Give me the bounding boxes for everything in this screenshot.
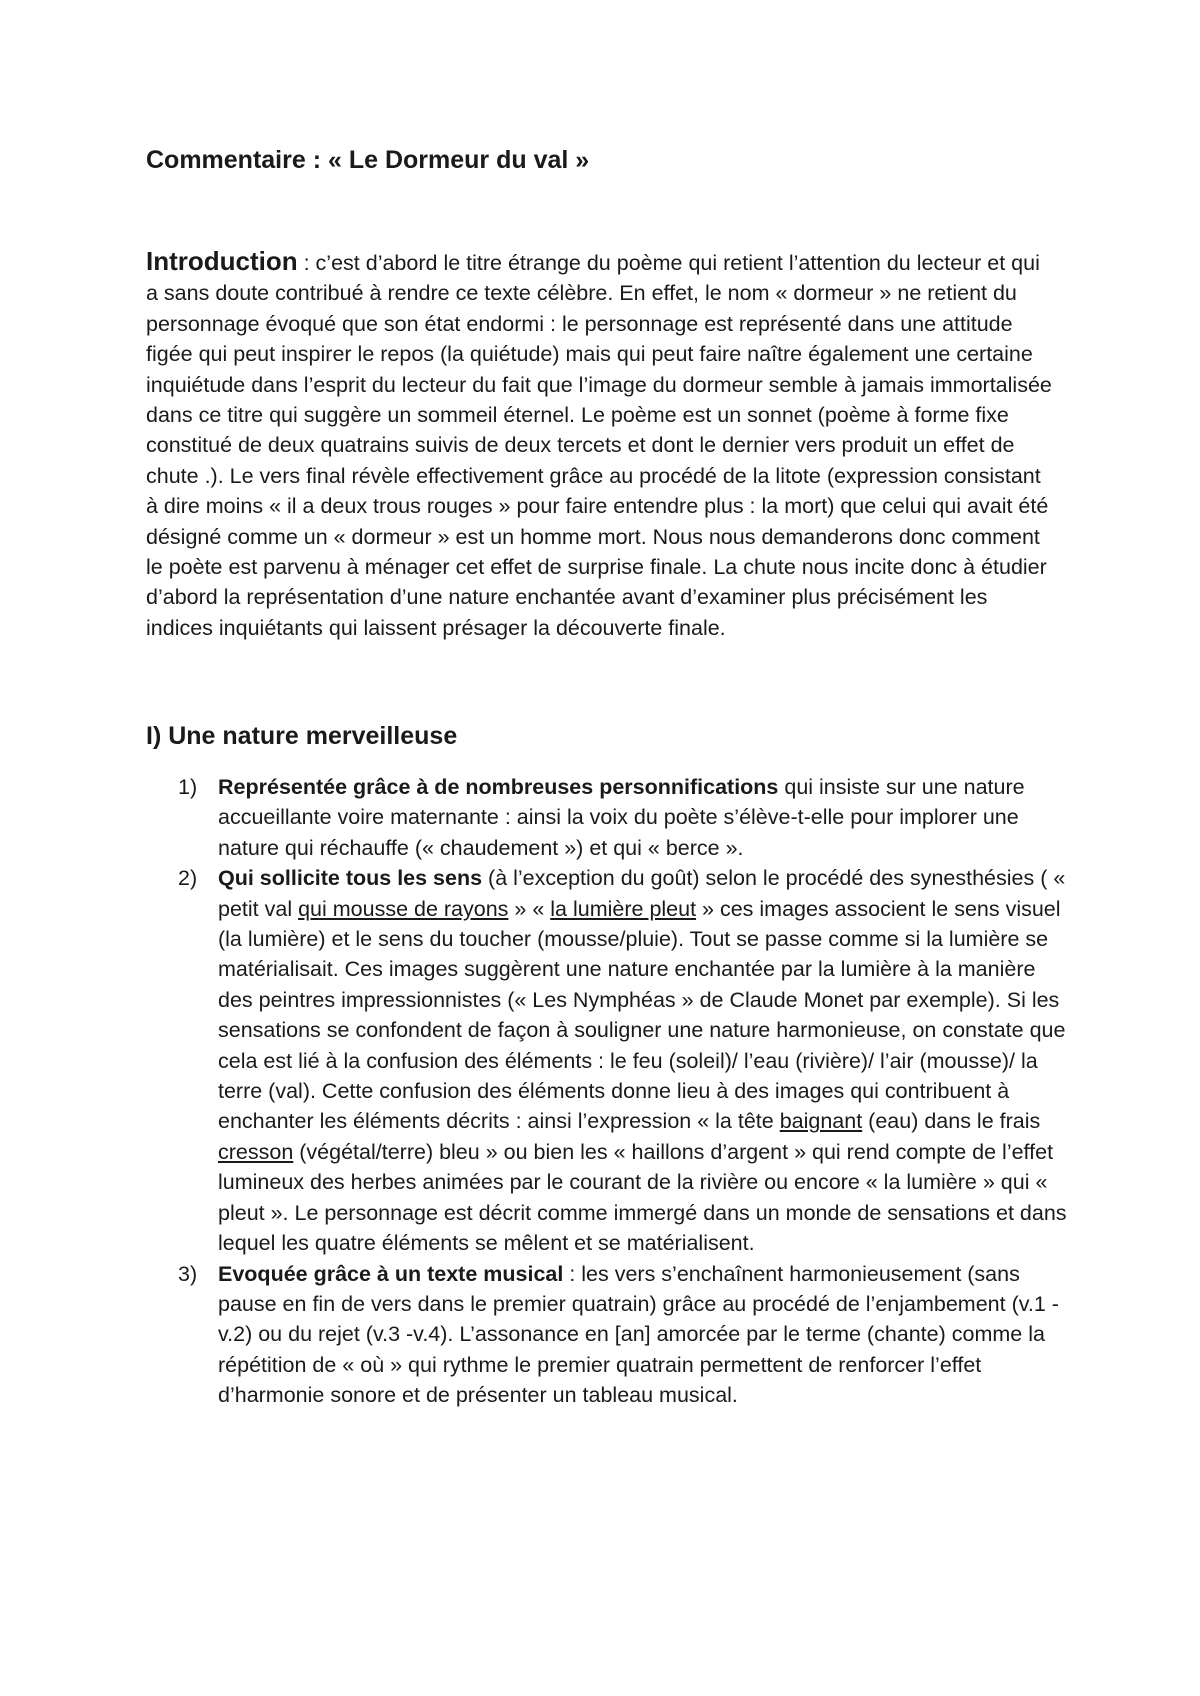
list-item xyxy=(146,772,1076,863)
list-item xyxy=(146,1259,1076,1411)
underlined-word: baignant xyxy=(779,1109,863,1134)
list-item-text: (eau) dans le frais xyxy=(862,1109,1041,1134)
section-title: I) Une nature merveilleuse xyxy=(146,722,458,750)
underlined-word: cresson xyxy=(218,1139,294,1164)
list-item-text: » ces images associent le sens visuel (la lumière) et le sens du toucher (mousse/pluie). Tout se passe comme si la lumière se matérialisait. Ces images suggèrent une nature enchantée par la lumière à la manière des peintres impressionnistes (« Les Nymphéas » de Claude Monet par exemple). Si les sensations se confondent de façon à souligner une nature harmonieuse, on constate que cela est lié à la confusion des éléments : le feu (soleil)/ l’eau (rivière)/ l’air (mousse)/ la terre (val). Cette confusion des éléments donne lieu à des images qui contribuent à enchanter les éléments décrits : ainsi l’expression « la tête xyxy=(218,896,1066,1134)
list-item-heading: Evoquée grâce à un texte musical xyxy=(218,1261,564,1286)
list-item-text: (à l’exception du goût) selon le procédé des synesthésies ( « petit val xyxy=(218,866,1066,921)
list-item-text: qui insiste sur une nature accueillante voire maternante : ainsi la voix du poète s’élève-t-elle pour implorer une nature qui réchauffe (« chaudement ») et qui « berce ». xyxy=(218,775,1025,860)
introduction-text: : c’est d’abord le titre étrange du poème qui retient l’attention du lecteur et qui a sans doute contribué à rendre ce texte célèbre. En effet, le nom « dormeur » ne retient du personnage évoqué que son état endormi : le personnage est représenté dans une attitude figée qui peut inspirer le repos (la quiétude) mais qui peut faire naître également une certaine inquiétude dans l’esprit du lecteur du fait que l’image du dormeur semble à jamais immortalisée dans ce titre qui suggère un sommeil éternel. Le poème est un sonnet (poème à forme fixe constitué de deux quatrains suivis de deux tercets et dont le dernier vers produit un effet de chute .). Le vers final révèle effectivement grâce au procédé de la litote (expression consistant à dire moins « il a deux trous rouges » pour faire entendre plus : la mort) que celui qui avait été désigné comme un « dormeur » est un homme mort. Nous nous demanderons donc comment le poète est parvenu à ménager cet effet de surprise finale. La chute nous incite donc à étudier d’abord la représentation d’une nature enchantée avant d’examiner plus précisément les indices inquiétants qui laissent présager la découverte finale. xyxy=(146,251,1052,640)
document-title: Commentaire : « Le Dormeur du val » xyxy=(146,146,590,174)
list-item-text: » « xyxy=(508,896,551,921)
list-number: 2) xyxy=(178,866,198,891)
list-item-heading: Représentée grâce à de nombreuses personnifications xyxy=(218,775,779,799)
introduction-paragraph xyxy=(146,246,1056,643)
introduction-heading: Introduction xyxy=(146,246,298,276)
list-item-heading: Qui sollicite tous les sens xyxy=(218,866,483,891)
underlined-quote: la lumière pleut xyxy=(550,896,697,921)
underlined-quote: qui mousse de rayons xyxy=(298,896,509,921)
list-number: 1) xyxy=(178,775,198,799)
list-item-text: : les vers s’enchaînent harmonieusement (sans pause en fin de vers dans le premier quatrain) grâce au procédé de l’enjambement (v.1 -v.2) ou du rejet (v.3 -v.4). L’assonance en [an] amorcée par le terme (chante) comme la répétition de « où » qui rythme le premier quatrain permettent de renforcer l’effet d’harmonie sonore et de présenter un tableau musical. xyxy=(218,1261,1059,1408)
list-item-text: (végétal/terre) bleu » ou bien les « haillons d’argent » qui rend compte de l’effet lumineux des herbes animées par le courant de la rivière ou encore « la lumière » qui « pleut ». Le personnage est décrit comme immergé dans un monde de sensations et dans lequel les quatre éléments se mêlent et se matérialisent. xyxy=(218,1139,1067,1256)
section-list xyxy=(146,772,1076,1411)
list-item xyxy=(146,863,1076,1258)
list-number: 3) xyxy=(178,1261,198,1286)
